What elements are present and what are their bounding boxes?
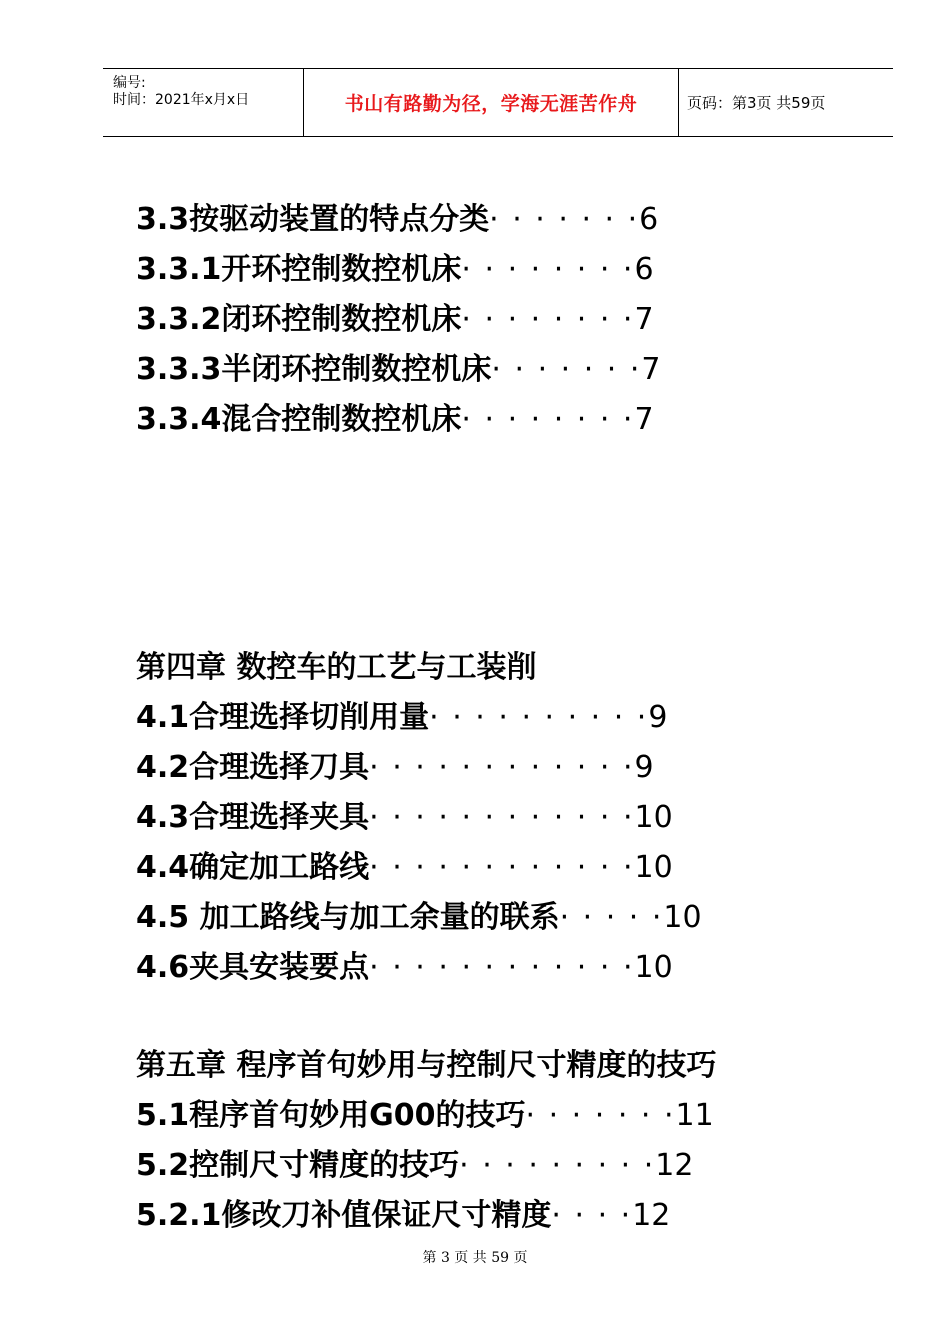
page-header xyxy=(103,68,893,137)
header-motto-cell xyxy=(303,69,679,136)
toc-section-3 xyxy=(136,195,836,445)
number-label: 编号: xyxy=(113,75,146,91)
page-info: 页码：第3页 共59页 xyxy=(687,94,826,112)
toc-leader-dots: · · · · · · · xyxy=(491,352,642,387)
toc-entry[interactable] xyxy=(136,395,836,445)
toc-leader-dots: · · · · · · · · · · · · xyxy=(369,850,635,885)
toc-page-number: 7 xyxy=(641,352,661,387)
toc-section-5 xyxy=(136,1041,836,1241)
toc-entry[interactable] xyxy=(136,295,836,345)
toc-leader-dots: · · · · · · · xyxy=(489,202,640,237)
toc-entry-title: 4.5 加工路线与加工余量的联系 xyxy=(136,900,560,935)
page-footer: 第 3 页 共 59 页 xyxy=(422,1250,528,1266)
toc-page-number: 12 xyxy=(655,1148,694,1183)
toc-page-number: 10 xyxy=(663,900,702,935)
toc-leader-dots: · · · · · · · · · · · · xyxy=(369,800,635,835)
time-label: 时间：2021年x月x日 xyxy=(113,92,250,108)
toc-page-number: 10 xyxy=(634,950,673,985)
toc-leader-dots: · · · · · · · · · · · · xyxy=(369,750,635,785)
toc-entry[interactable] xyxy=(136,245,836,295)
toc-entry-title: 3.3.2闭环控制数控机床 xyxy=(136,302,462,337)
toc-entry[interactable] xyxy=(136,1141,836,1191)
toc-leader-dots: · · · · · · · · · · xyxy=(429,700,649,735)
toc-entry-title: 5.1程序首句妙用G00的技巧 xyxy=(136,1098,526,1133)
toc-entry[interactable] xyxy=(136,693,836,743)
toc-entry-title: 4.2合理选择刀具 xyxy=(136,750,370,785)
toc-leader-dots: · · · · · xyxy=(559,900,664,935)
toc-leader-dots: · · · · · · · · xyxy=(461,302,635,337)
toc-page-number: 10 xyxy=(634,800,673,835)
toc-leader-dots: · · · · · · · xyxy=(525,1098,676,1133)
toc-entry-title: 3.3.4混合控制数控机床 xyxy=(136,402,462,437)
toc-entry-title: 3.3按驱动装置的特点分类 xyxy=(136,202,490,237)
toc-entry[interactable] xyxy=(136,1191,836,1241)
toc-entry[interactable] xyxy=(136,743,836,793)
toc-entry-title: 3.3.3半闭环控制数控机床 xyxy=(136,352,492,387)
toc-entry[interactable] xyxy=(136,893,836,943)
toc-page-number: 10 xyxy=(634,850,673,885)
toc-leader-dots: · · · · · · · · xyxy=(461,252,635,287)
toc-entry[interactable] xyxy=(136,1091,836,1141)
toc-page-number: 6 xyxy=(634,252,654,287)
toc-entry[interactable] xyxy=(136,843,836,893)
toc-leader-dots: · · · · · · · · · · · · xyxy=(369,950,635,985)
toc-leader-dots: · · · · xyxy=(551,1198,633,1233)
toc-entry[interactable] xyxy=(136,793,836,843)
toc-page-number: 6 xyxy=(639,202,659,237)
motto-text: 书山有路勤为径，学海无涯苦作舟 xyxy=(344,93,638,115)
toc-entry-title: 4.3合理选择夹具 xyxy=(136,800,370,835)
toc-entry[interactable] xyxy=(136,345,836,395)
toc-page-number: 12 xyxy=(632,1198,671,1233)
chapter-heading[interactable]: 第四章 数控车的工艺与工装削 xyxy=(136,650,537,685)
toc-entry-title: 4.6夹具安装要点 xyxy=(136,950,370,985)
toc-page-number: 11 xyxy=(675,1098,714,1133)
toc-entry-title: 4.4确定加工路线 xyxy=(136,850,370,885)
toc-entry-title: 3.3.1开环控制数控机床 xyxy=(136,252,462,287)
chapter-heading[interactable]: 第五章 程序首句妙用与控制尺寸精度的技巧 xyxy=(136,1048,717,1083)
toc-page-number: 7 xyxy=(634,302,654,337)
toc-page-number: 9 xyxy=(634,750,654,785)
header-page-cell xyxy=(679,69,893,136)
toc-page-number: 9 xyxy=(648,700,668,735)
toc-entry[interactable] xyxy=(136,943,836,993)
toc-section-4 xyxy=(136,643,836,993)
toc-leader-dots: · · · · · · · · · xyxy=(459,1148,656,1183)
toc-page-number: 7 xyxy=(634,402,654,437)
toc-entry[interactable] xyxy=(136,195,836,245)
header-meta-cell xyxy=(103,69,303,136)
toc-entry-title: 4.1合理选择切削用量 xyxy=(136,700,430,735)
toc-leader-dots: · · · · · · · · xyxy=(461,402,635,437)
toc-entry-title: 5.2控制尺寸精度的技巧 xyxy=(136,1148,460,1183)
toc-entry-title: 5.2.1修改刀补值保证尺寸精度 xyxy=(136,1198,552,1233)
